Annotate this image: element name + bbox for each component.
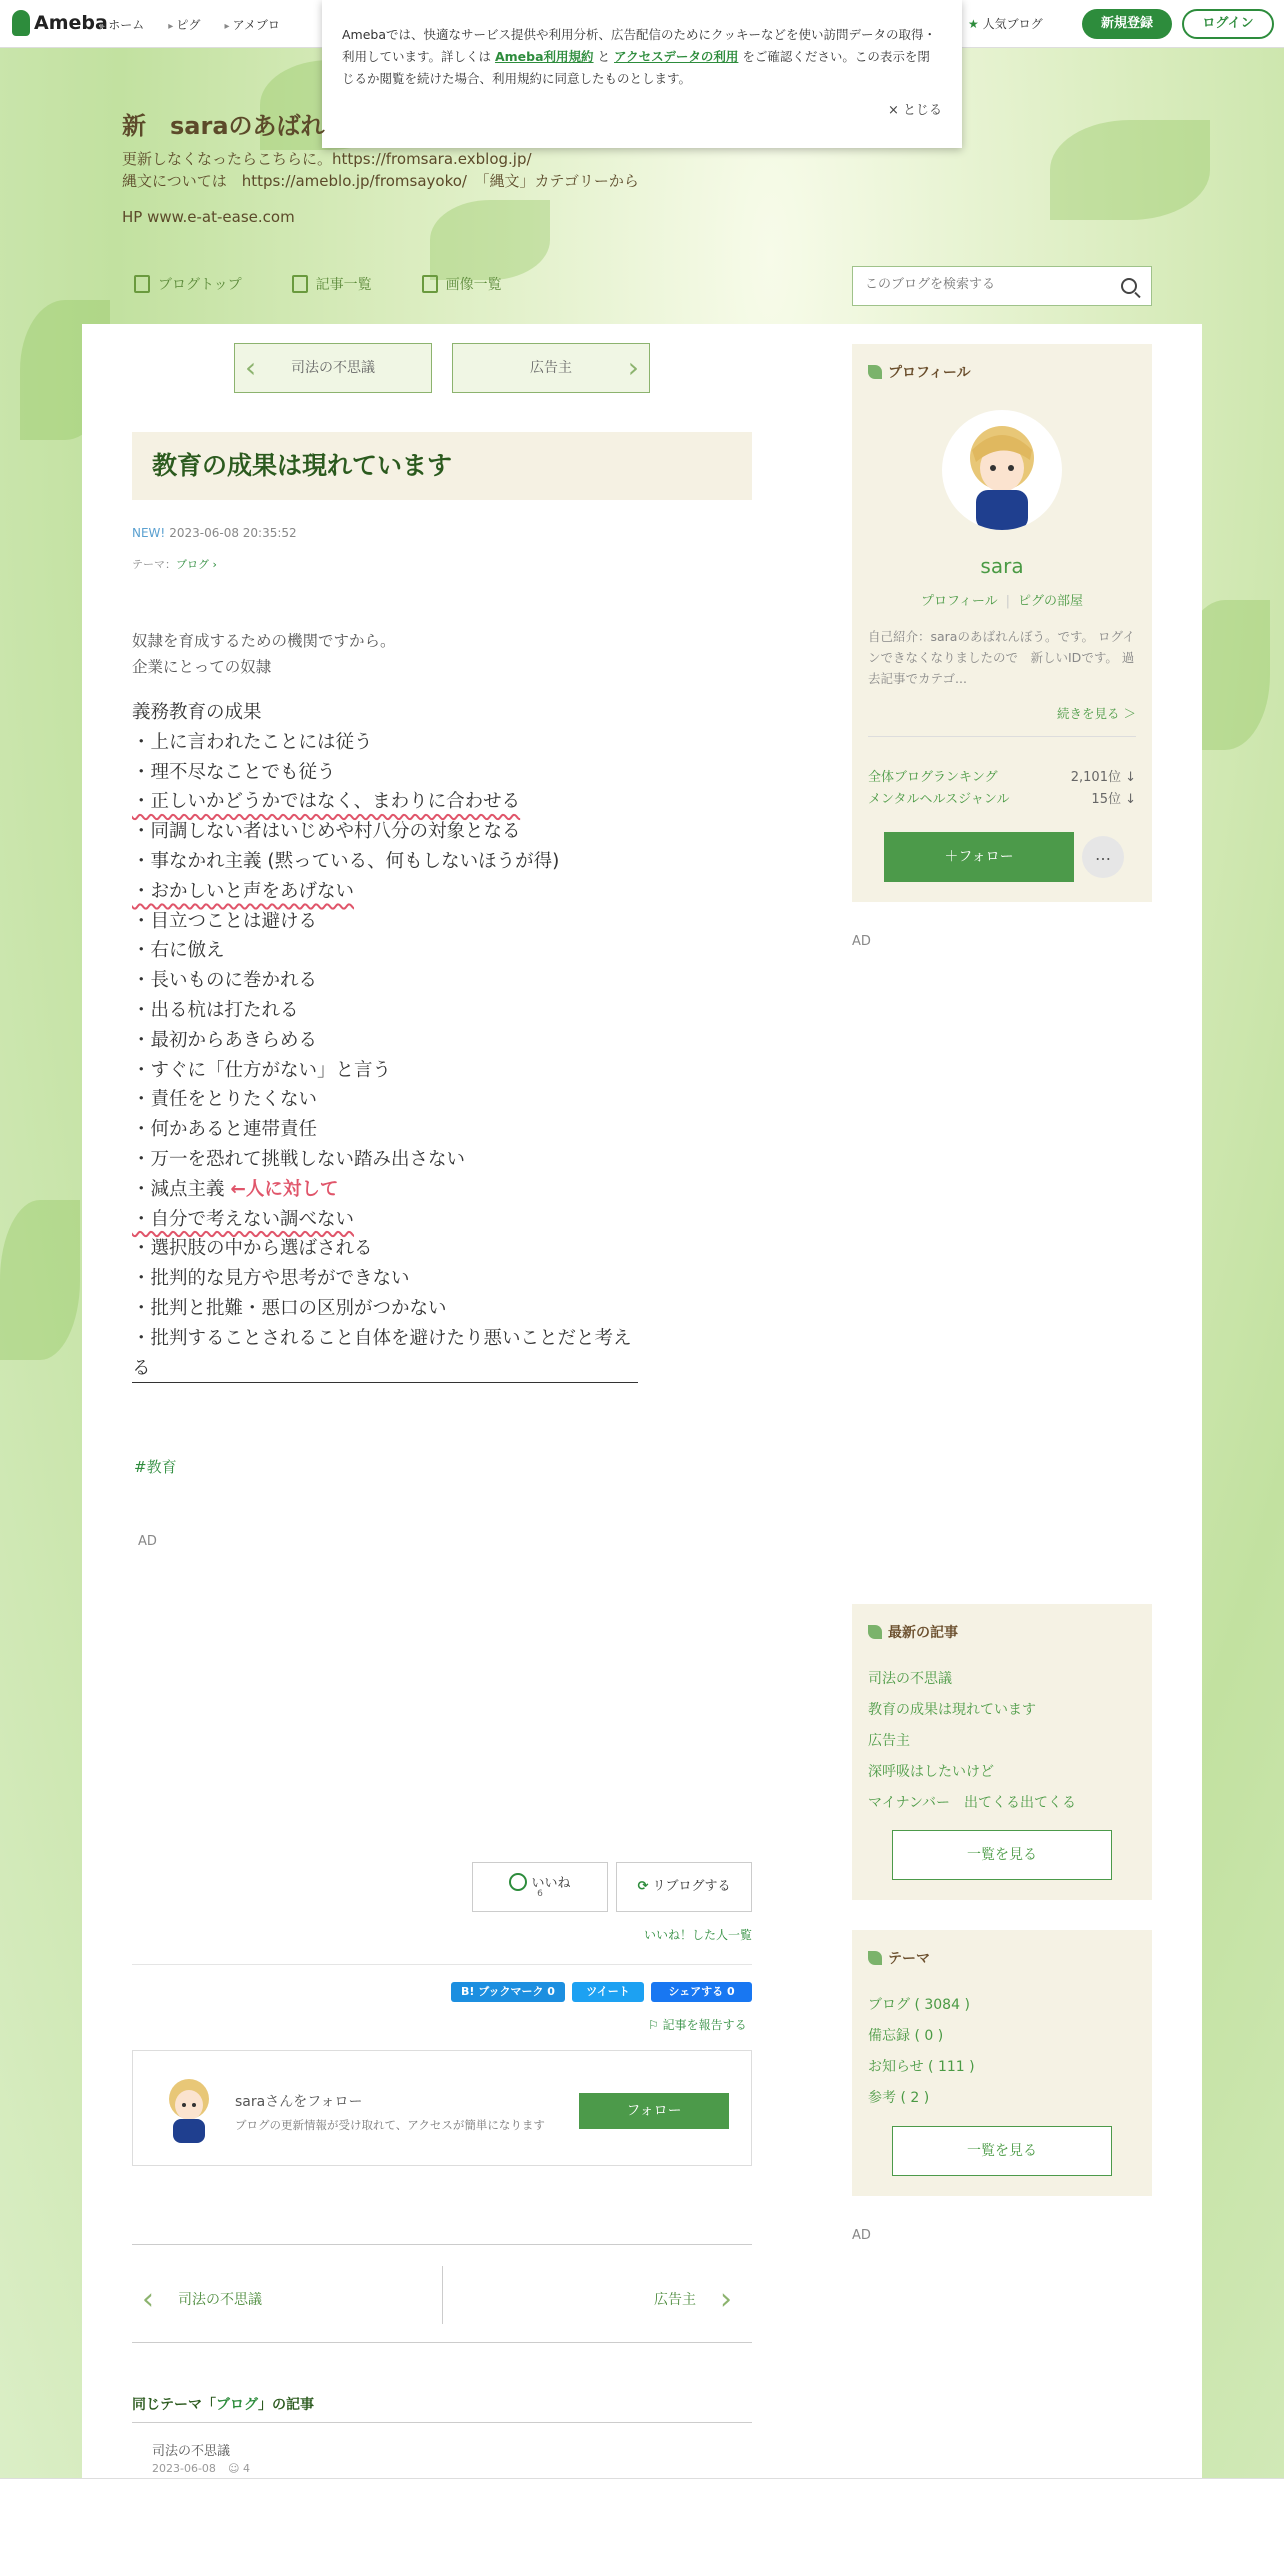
hatena-bookmark-button[interactable]: B! ブックマーク 0 — [451, 1982, 565, 2002]
pager-divider — [442, 2266, 443, 2324]
list-item: ・すぐに「仕方がない」と言う — [132, 1059, 392, 1081]
blog-homepage: HP www.e-at-ease.com — [122, 208, 295, 226]
avatar — [942, 410, 1062, 530]
theme-list — [868, 1990, 975, 2114]
list-item: ・何かあると連帯責任 — [132, 1119, 318, 1141]
flag-icon: ⚐ — [648, 2018, 663, 2032]
divider — [868, 736, 1136, 737]
profile-heading: プロフィール — [868, 362, 971, 382]
list-item: ・批判と批難・悪口の区別がつかない — [132, 1297, 447, 1319]
related-article-date: 2023-06-08 — [152, 2462, 216, 2475]
nav-ameblo[interactable]: ▸ アメブロ — [224, 16, 279, 33]
article-datetime: 2023-06-08 20:35:52 — [169, 526, 297, 540]
list-item: ・自分で考えない調べない — [132, 1208, 355, 1230]
follow-title: saraさんをフォロー — [235, 2094, 363, 2110]
list-item: ・同調しない者はいじめや村八分の対象となる — [132, 821, 521, 843]
theme-item[interactable]: お知らせ ( 111 ) — [868, 2059, 975, 2075]
article-intro: 奴隷を育成するための機関ですから。 企業にとっての奴隷 — [132, 632, 396, 676]
pager-bottom-rule — [132, 2342, 752, 2343]
article-theme: テーマ：ブログ › — [132, 558, 217, 571]
popular-blog-link[interactable]: ★ 人気ブログ — [968, 17, 1043, 31]
read-more-link[interactable]: 続きを見る ＞ — [1057, 706, 1136, 721]
tweet-button[interactable]: ツイート — [572, 1982, 644, 2002]
global-nav — [100, 16, 280, 33]
theme-see-all-button[interactable]: 一覧を見る — [892, 2126, 1112, 2176]
nav-pigg[interactable]: ▸ ピグ — [168, 16, 200, 33]
list-item: ・正しいかどうかではなく、まわりに合わせる — [132, 791, 521, 813]
likers-list-link[interactable]: いいね！した人一覧 — [644, 1928, 753, 1942]
camera-icon — [422, 275, 438, 293]
terms-link[interactable]: Ameba利用規約 — [494, 49, 594, 64]
avatar — [157, 2075, 221, 2145]
blog-title[interactable]: 新 saraのあばれ — [122, 112, 325, 140]
list-item: ・減点主義 ←人に対して — [132, 1178, 339, 1200]
document-icon — [134, 275, 150, 293]
genre-ranking-link[interactable]: メンタルヘルスジャンル — [868, 792, 1010, 807]
facebook-share-button[interactable]: シェアする 0 — [651, 1982, 752, 2002]
latest-item[interactable]: 深呼吸はしたいけど — [868, 1764, 994, 1780]
theme-link[interactable]: ブログ — [176, 558, 209, 571]
theme-item[interactable]: ブログ ( 3084 ) — [868, 1997, 970, 2013]
list-item: ・右に倣え — [132, 940, 225, 962]
pager-next-link[interactable]: 広告主 › — [654, 2282, 732, 2317]
divider — [132, 1964, 752, 1965]
divider — [132, 2422, 752, 2423]
list-item: 義務教育の成果 — [132, 702, 262, 723]
theme-heading: テーマ — [868, 1948, 930, 1968]
list-item: ・批判することされること自体を避けたり悪いことだと考える — [132, 1327, 632, 1379]
list-item: ・選択肢の中から選ばされる — [132, 1238, 373, 1260]
reblog-button[interactable]: ⟳ リブログする — [616, 1862, 752, 1912]
list-item: ・最初からあきらめる — [132, 1029, 318, 1051]
copy-icon — [292, 275, 308, 293]
cookie-notice: Amebaでは、快適なサービス提供や利用分析、広告配信のためにクッキーなどを使い訪問データの取得・利用しています。詳しくは Ameba利用規約 と アクセスデータの利用 をご確認ください。この表示を閉じるか閲覧を続けた場合、利用規約に同意したものとします。 × とじる — [322, 0, 962, 148]
report-article-link[interactable]: ⚐ 記事を報告する — [648, 2018, 747, 2032]
profile-link[interactable]: プロフィール — [920, 594, 998, 609]
smile-icon — [509, 1873, 527, 1891]
theme-item[interactable]: 参考 ( 2 ) — [868, 2090, 930, 2106]
theme-item[interactable]: 備忘録 ( 0 ) — [868, 2028, 944, 2044]
search-input[interactable] — [865, 277, 1105, 292]
follow-button[interactable]: フォロー — [579, 2093, 729, 2129]
list-item: ・上に言われたことには従う — [132, 731, 373, 753]
article-meta — [132, 526, 297, 540]
list-item: ・長いものに巻かれる — [132, 970, 318, 992]
follow-description: ブログの更新情報が受け取れて、アクセスが簡単になります — [235, 2118, 545, 2132]
profile-links: プロフィール | ピグの部屋 — [920, 594, 1084, 609]
overall-ranking-value: 2,101位 ↓ — [1070, 770, 1136, 785]
genre-ranking-value: 15位 ↓ — [1091, 792, 1136, 807]
latest-list — [868, 1664, 1076, 1819]
body-divider — [132, 1382, 638, 1383]
latest-item[interactable]: マイナンバー 出てくる出てくる — [868, 1795, 1077, 1811]
sidebar-ad-label: AD — [852, 2228, 871, 2243]
same-theme-link[interactable]: ブログ — [216, 2397, 258, 2413]
search-icon[interactable] — [1121, 278, 1137, 294]
sidebar-ad-label: AD — [852, 934, 871, 949]
bottom-bar — [0, 2478, 1284, 2568]
ameba-logo[interactable]: Ameba — [12, 10, 108, 36]
list-item: ・批判的な見方や思考ができない — [132, 1268, 410, 1290]
blog-subnav — [134, 274, 502, 294]
like-button[interactable]: いいね 6 — [472, 1862, 608, 1912]
pigg-room-link[interactable]: ピグの部屋 — [1018, 594, 1084, 609]
profile-avatar[interactable] — [942, 410, 1062, 530]
subnav-image-list[interactable]: 画像一覧 — [422, 274, 502, 294]
sidebar-follow-button[interactable]: ＋フォロー — [884, 832, 1074, 882]
overall-ranking-link[interactable]: 全体ブログランキング — [868, 770, 998, 785]
ameba-logo-icon — [12, 10, 30, 36]
list-item: ・責任をとりたくない — [132, 1089, 318, 1111]
like-count: 6 — [537, 1889, 543, 1899]
profile-name[interactable]: sara — [980, 554, 1024, 578]
latest-see-all-button[interactable]: 一覧を見る — [892, 1830, 1112, 1880]
article-body — [132, 698, 642, 1383]
follow-box — [132, 2050, 752, 2166]
latest-item[interactable]: 教育の成果は現れています — [868, 1702, 1036, 1718]
latest-articles-box — [852, 1604, 1152, 1900]
ad-label: AD — [138, 1534, 157, 1549]
login-button[interactable]: ログイン — [1182, 9, 1274, 39]
subnav-blog-top[interactable]: ブログトップ — [134, 274, 242, 294]
same-theme-heading: 同じテーマ「ブログ」の記事 — [132, 2397, 314, 2413]
prev-article-button[interactable]: ‹ 司法の不思議 — [234, 343, 432, 393]
latest-item[interactable]: 広告主 — [868, 1733, 910, 1749]
blog-search — [852, 266, 1152, 306]
profile-intro: 自己紹介：saraのあばれんぼう。です。 ログインできなくなりましたので 新しいIDです。 過去記事でカテゴ... — [868, 629, 1135, 686]
list-item: ・おかしいと声をあげない — [132, 880, 355, 902]
more-options-button[interactable]: … — [1082, 836, 1124, 878]
list-item: ・事なかれ主義 (黙っている、何もしないほうが得) — [132, 850, 560, 872]
signup-button[interactable]: 新規登録 — [1082, 9, 1172, 39]
blog-description: 更新しなくなったらこちらに。https://fromsara.exblog.jp/ 縄文については https://ameblo.jp/fromsayoko/ 「縄文」カテゴリーから — [122, 150, 639, 190]
subnav-article-list[interactable]: 記事一覧 — [292, 274, 372, 294]
chevron-right-icon: › — [209, 558, 217, 571]
access-data-link[interactable]: アクセスデータの利用 — [614, 49, 739, 64]
new-badge: NEW! — [132, 526, 166, 540]
latest-item[interactable]: 司法の不思議 — [868, 1671, 952, 1687]
list-item: ・目立つことは避ける — [132, 910, 318, 932]
list-item: ・万一を恐れて挑戦しない踏み出さない — [132, 1148, 466, 1170]
reblog-icon: ⟳ — [637, 1879, 649, 1894]
star-icon: ★ — [968, 17, 979, 31]
cookie-close-button[interactable]: × とじる — [887, 103, 942, 118]
theme-box — [852, 1930, 1152, 2196]
red-annotation: ←人に対して — [230, 1178, 339, 1200]
article-title[interactable]: 教育の成果は現れています — [132, 432, 752, 500]
profile-box — [852, 344, 1152, 902]
latest-heading: 最新の記事 — [868, 1622, 958, 1642]
nav-home[interactable]: ▸ ホーム — [100, 16, 144, 33]
hashtag-link[interactable]: #教育 — [134, 1458, 177, 1476]
pager-prev-link[interactable]: ‹ 司法の不思議 — [142, 2282, 262, 2317]
related-article-title[interactable]: 司法の不思議 — [152, 2444, 231, 2459]
related-article-likes: ☺ 4 — [228, 2462, 250, 2475]
list-item: ・出る杭は打たれる — [132, 999, 299, 1021]
list-item: ・理不尽なことでも従う — [132, 761, 336, 783]
next-article-button[interactable]: 広告主 › — [452, 343, 650, 393]
pager-top-rule — [132, 2244, 752, 2245]
